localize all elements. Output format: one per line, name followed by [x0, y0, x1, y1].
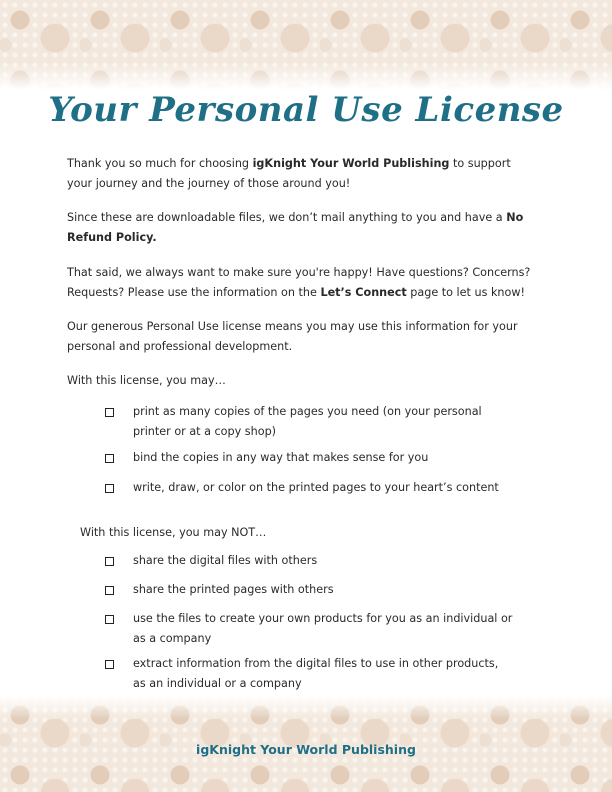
page-title: Your Personal Use License — [48, 90, 564, 130]
checkbox-icon — [105, 660, 114, 669]
paragraph-thanks: Thank you so much for choosing igKnight Your World Publishing to support your journey and the journey of those around you! — [67, 157, 511, 190]
may-intro: With this license, you may… — [67, 374, 226, 387]
checkbox-icon — [105, 408, 114, 417]
paragraph-contact: That said, we always want to make sure you're happy! Have questions? Concerns? Requests? Please use the information on the Let’s Connect page to let us know! — [67, 266, 531, 299]
lace-border-top — [0, 0, 612, 90]
checkbox-icon — [105, 586, 114, 595]
paragraph-license: Our generous Personal Use license means you may use this information for your personal and professional development. — [67, 320, 518, 353]
footer-publisher: igKnight Your World Publishing — [196, 742, 416, 757]
paragraph-refund: Since these are downloadable files, we don’t mail anything to you and have a No Refund Policy. — [67, 211, 524, 244]
may-not-intro: With this license, you may NOT… — [80, 526, 267, 539]
checkbox-icon — [105, 484, 114, 493]
checkbox-icon — [105, 557, 114, 566]
checkbox-icon — [105, 454, 114, 463]
checkbox-icon — [105, 615, 114, 624]
